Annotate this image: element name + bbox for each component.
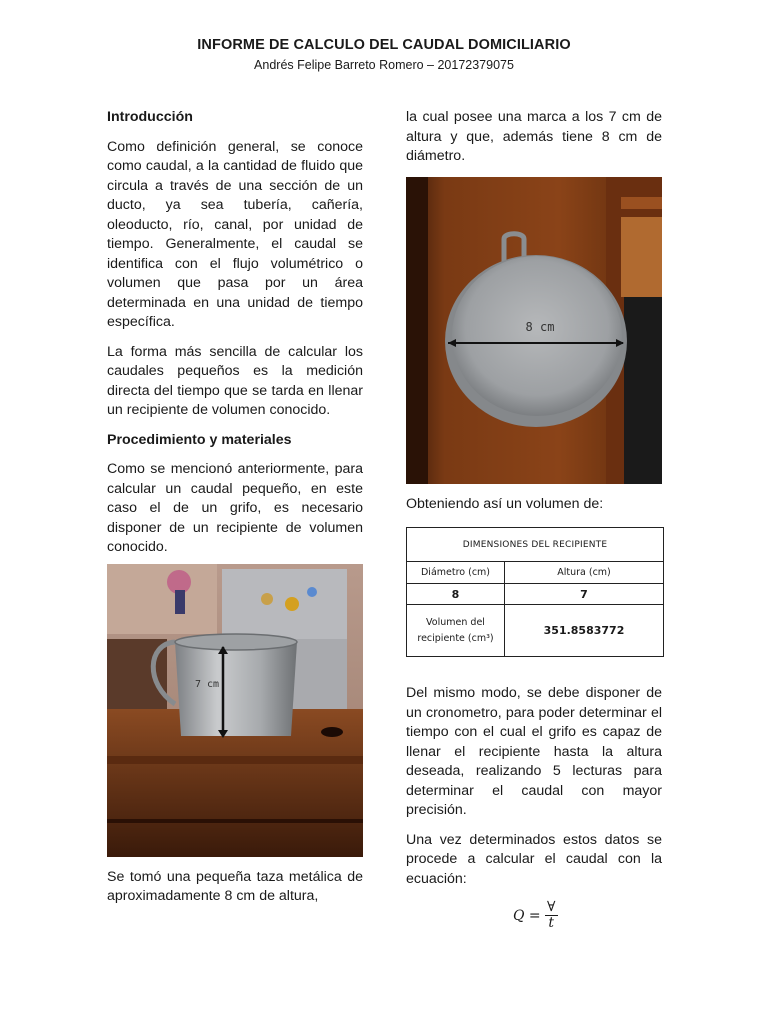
height-header: Altura (cm)	[505, 562, 664, 584]
diameter-label: 8 cm	[525, 319, 555, 334]
table-row	[407, 562, 664, 584]
left-column	[107, 108, 363, 907]
intro-paragraph-1: Como definición general, se conoce como caudal, a la cantidad de fluido que circula a través de una sección de un ducto, ya sea tubería, cañería, oleoducto, río, canal, por unidad de tiempo. Generalmente, el caudal se identifica con el flujo volumétrico o volumen que pasa por un área determinada en una unidad de tiempo específica.	[107, 138, 363, 330]
procedure-heading: Procedimiento y materiales	[107, 431, 292, 448]
equation-intro-paragraph: Una vez determinados estos datos se procede a calcular el caudal con la ecuación:	[406, 831, 662, 887]
formula-numerator: ∀	[546, 899, 556, 915]
volume-value: 351.8583772	[505, 605, 664, 657]
intro-paragraph-2: La forma más sencilla de calcular los caudales pequeños es la medición directa del tiempo que se tarda en llenar un recipiente de volumen conocido.	[107, 343, 363, 418]
cup-side-photo	[107, 564, 363, 857]
formula-denominator: t	[548, 915, 554, 931]
table-row	[407, 584, 664, 605]
dimensions-table	[406, 527, 664, 657]
height-value: 7	[505, 584, 664, 605]
volume-intro-paragraph: Obteniendo así un volumen de:	[406, 495, 604, 512]
intro-heading: Introducción	[107, 109, 193, 125]
procedure-paragraph-1: Como se mencionó anteriormente, para calcular un caudal pequeño, en este caso el de un grifo, es necesario disponer de un recipiente de volumen conocido.	[107, 461, 363, 555]
diameter-header: Diámetro (cm)	[407, 562, 505, 584]
flow-formula	[513, 900, 558, 931]
cup-height-label: 7 cm	[194, 678, 220, 690]
cup-top-photo	[406, 177, 662, 484]
table-row	[407, 528, 664, 562]
formula-fraction	[545, 900, 558, 931]
diameter-value: 8	[407, 584, 505, 605]
table-title: DIMENSIONES DEL RECIPIENTE	[407, 528, 664, 562]
table-row	[407, 605, 664, 657]
formula-lhs: Q =	[513, 907, 541, 924]
continuation-paragraph: la cual posee una marca a los 7 cm de altura y que, además tiene 8 cm de diámetro.	[406, 109, 662, 164]
right-column	[406, 108, 662, 889]
procedure-paragraph-2: Se tomó una pequeña taza metálica de aproximadamente 8 cm de altura,	[107, 868, 363, 904]
report-title: INFORME DE CALCULO DEL CAUDAL DOMICILIARIO	[197, 37, 571, 53]
timer-paragraph: Del mismo modo, se debe disponer de un cronometro, para poder determinar el tiempo con el cual el grifo es capaz de llenar el recipiente hasta la altura deseada, realizando 5 lecturas para determinar el caudal con mayor precisión.	[406, 685, 662, 818]
volume-label: Volumen del recipiente (cm³)	[407, 605, 505, 657]
author-line: Andrés Felipe Barreto Romero – 20172379075	[254, 58, 514, 72]
